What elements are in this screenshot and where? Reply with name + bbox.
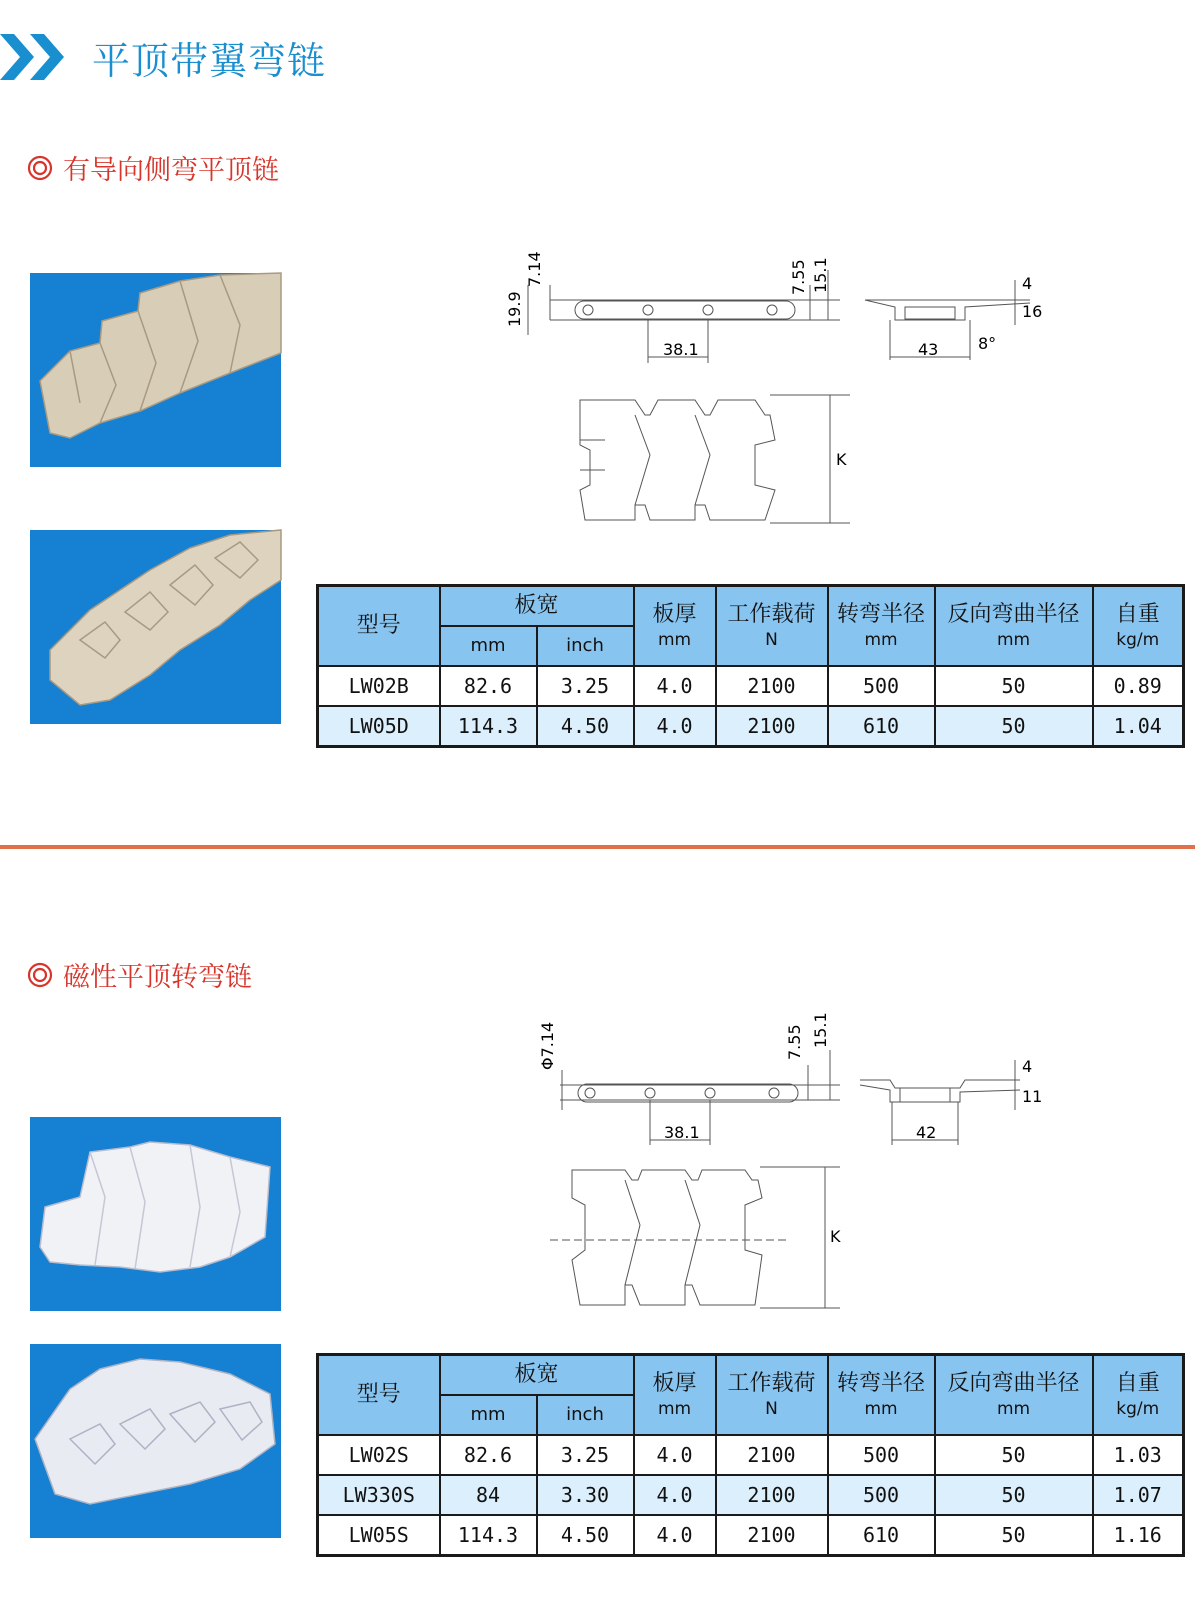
dim-label: 4: [1022, 1057, 1033, 1076]
cell-back-radius: 50: [935, 1515, 1093, 1556]
col-header-inch: inch: [537, 1395, 634, 1435]
section-title-text: 磁性平顶转弯链: [63, 962, 252, 993]
dim-label: 15.1: [811, 1012, 830, 1048]
col-header-thickness: 板厚 mm: [634, 586, 716, 666]
cell-load: 2100: [716, 1515, 828, 1556]
col-header-load: 工作载荷 N: [716, 586, 828, 666]
technical-drawing: [505, 251, 1050, 545]
section-title: [27, 955, 252, 994]
spec-table: [316, 584, 1185, 748]
cell-thickness: 4.0: [634, 666, 716, 706]
cell-inch: 4.50: [537, 706, 634, 747]
dim-label: 42: [916, 1123, 937, 1142]
dim-label: K: [836, 450, 847, 469]
technical-drawing: [538, 1012, 1060, 1320]
col-header-radius: 转弯半径 mm: [828, 1355, 935, 1435]
table-row: [318, 1515, 1184, 1556]
cell-radius: 610: [828, 706, 935, 747]
section-title-text: 有导向侧弯平顶链: [63, 155, 279, 186]
section-divider: [0, 845, 1195, 849]
chain-photo-image: [30, 530, 281, 724]
circle-bullet-icon: [27, 962, 53, 988]
dim-label: 11: [1022, 1087, 1043, 1106]
col-header-width: 板宽: [440, 1355, 634, 1395]
cell-inch: 3.25: [537, 1435, 634, 1475]
col-header-back-radius: 反向弯曲半径 mm: [935, 1355, 1093, 1435]
cell-model: LW05S: [318, 1515, 440, 1556]
table-row: [318, 706, 1184, 747]
table-row: [318, 1475, 1184, 1515]
cell-radius: 500: [828, 666, 935, 706]
cell-mm: 82.6: [440, 1435, 537, 1475]
dim-label: Φ7.14: [538, 1021, 557, 1070]
col-header-radius: 转弯半径 mm: [828, 586, 935, 666]
cell-model: LW330S: [318, 1475, 440, 1515]
cell-load: 2100: [716, 1435, 828, 1475]
col-header-weight: 自重 kg/m: [1093, 586, 1184, 666]
cell-mm: 82.6: [440, 666, 537, 706]
col-header-model: 型号: [318, 586, 440, 666]
dim-label: 7.14: [525, 251, 544, 287]
cell-back-radius: 50: [935, 706, 1093, 747]
dim-label: 7.55: [789, 259, 808, 295]
col-header-back-radius: 反向弯曲半径 mm: [935, 586, 1093, 666]
cell-weight: 0.89: [1093, 666, 1184, 706]
cell-radius: 500: [828, 1435, 935, 1475]
dim-label: 43: [918, 340, 939, 359]
cell-inch: 3.25: [537, 666, 634, 706]
cell-weight: 1.07: [1093, 1475, 1184, 1515]
product-photo: [30, 1117, 281, 1311]
cell-thickness: 4.0: [634, 1435, 716, 1475]
cell-load: 2100: [716, 666, 828, 706]
cell-radius: 500: [828, 1475, 935, 1515]
col-header-weight: 自重 kg/m: [1093, 1355, 1184, 1435]
cell-mm: 114.3: [440, 1515, 537, 1556]
col-header-width: 板宽: [440, 586, 634, 626]
dim-label: 19.9: [505, 291, 524, 327]
product-photo: [30, 530, 281, 724]
dim-label: 8°: [978, 334, 997, 353]
cell-model: LW02B: [318, 666, 440, 706]
cell-back-radius: 50: [935, 1435, 1093, 1475]
col-header-model: 型号: [318, 1355, 440, 1435]
dim-label: 4: [1022, 274, 1033, 293]
cell-weight: 1.03: [1093, 1435, 1184, 1475]
chain-photo-image: [30, 1344, 281, 1538]
cell-model: LW02S: [318, 1435, 440, 1475]
cell-load: 2100: [716, 706, 828, 747]
product-photo: [30, 273, 281, 467]
cell-mm: 84: [440, 1475, 537, 1515]
cell-model: LW05D: [318, 706, 440, 747]
chain-photo-image: [30, 1117, 281, 1311]
cell-load: 2100: [716, 1475, 828, 1515]
dim-label: 38.1: [663, 340, 699, 359]
col-header-thickness: 板厚 mm: [634, 1355, 716, 1435]
col-header-inch: inch: [537, 626, 634, 666]
table-row: [318, 1435, 1184, 1475]
cell-inch: 4.50: [537, 1515, 634, 1556]
dim-label: 7.55: [785, 1024, 804, 1060]
cell-inch: 3.30: [537, 1475, 634, 1515]
cell-back-radius: 50: [935, 666, 1093, 706]
cell-weight: 1.04: [1093, 706, 1184, 747]
dim-label: 38.1: [664, 1123, 700, 1142]
circle-bullet-icon: [27, 155, 53, 181]
dim-label: 15.1: [811, 257, 830, 293]
cell-back-radius: 50: [935, 1475, 1093, 1515]
chain-photo-image: [30, 273, 281, 467]
section-title: [27, 148, 279, 187]
table-row: [318, 666, 1184, 706]
cell-mm: 114.3: [440, 706, 537, 747]
cell-thickness: 4.0: [634, 706, 716, 747]
cell-thickness: 4.0: [634, 1515, 716, 1556]
spec-table: [316, 1353, 1185, 1557]
dim-label: K: [830, 1227, 841, 1246]
cell-weight: 1.16: [1093, 1515, 1184, 1556]
col-header-mm: mm: [440, 626, 537, 666]
product-photo: [30, 1344, 281, 1538]
col-header-load: 工作载荷 N: [716, 1355, 828, 1435]
double-chevron-icon: [0, 30, 80, 84]
cell-radius: 610: [828, 1515, 935, 1556]
cell-thickness: 4.0: [634, 1475, 716, 1515]
col-header-mm: mm: [440, 1395, 537, 1435]
dim-label: 16: [1022, 302, 1043, 321]
page-title: 平顶带翼弯链: [92, 39, 327, 83]
